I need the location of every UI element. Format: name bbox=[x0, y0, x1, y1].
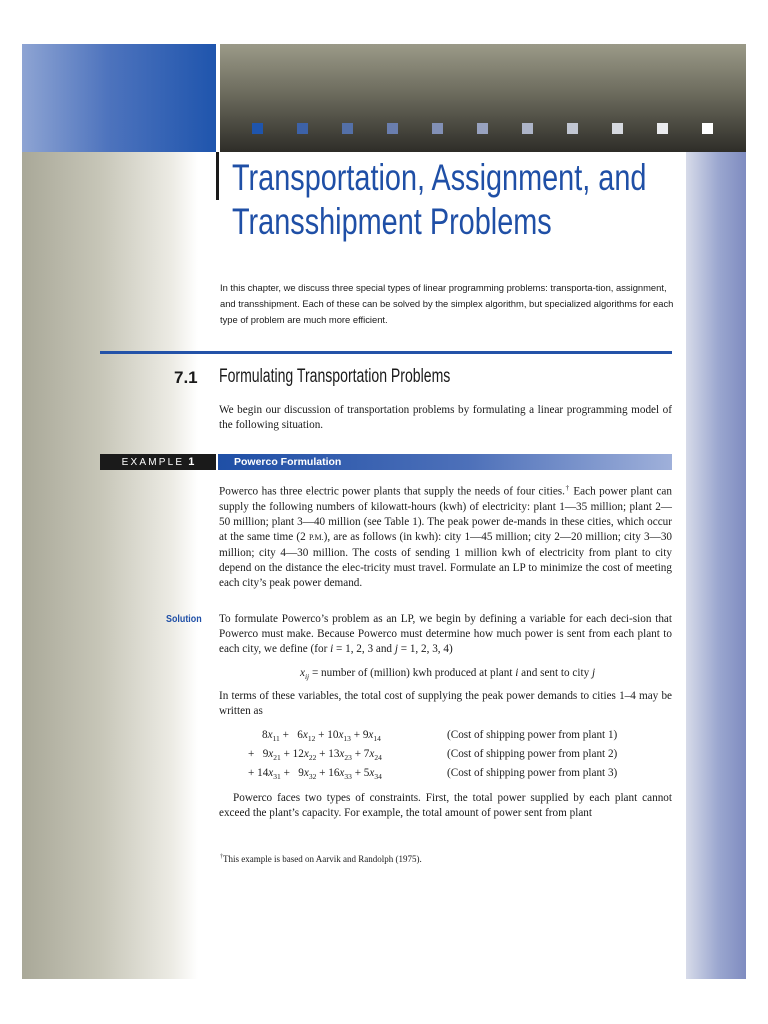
example-label bbox=[100, 454, 216, 470]
var-j: j bbox=[394, 643, 398, 656]
var-sub-ij: ij bbox=[304, 672, 310, 682]
header-square bbox=[297, 123, 308, 134]
footnote bbox=[220, 854, 422, 864]
solution-text-c: = 1, 2, 3, 4) bbox=[397, 643, 453, 656]
title-accent-bar bbox=[216, 152, 219, 200]
header-square bbox=[432, 123, 443, 134]
header-square bbox=[567, 123, 578, 134]
header-square bbox=[252, 123, 263, 134]
variable-definition bbox=[300, 667, 595, 681]
section-rule bbox=[100, 351, 672, 354]
header-blue-block bbox=[22, 44, 216, 152]
header-square bbox=[702, 123, 713, 134]
eq1-rhs: (Cost of shipping power from plant 1) bbox=[447, 729, 618, 741]
example-problem-text bbox=[219, 481, 672, 591]
constraints-paragraph: Powerco faces two types of constraints. First, the total power supplied by each plant cannot exceed the plant’s capacity. For example, the total amount of power sent from plant bbox=[219, 792, 672, 820]
definition-mid: and sent to city bbox=[518, 667, 592, 679]
left-margin-band bbox=[22, 152, 198, 979]
header-square bbox=[477, 123, 488, 134]
cost-intro-paragraph: In terms of these variables, the total cost of supplying the peak power demands to cities 1–4 may be written as bbox=[219, 690, 672, 718]
example-number: 1 bbox=[188, 456, 195, 468]
equation-row-2 bbox=[248, 748, 618, 763]
header-square bbox=[657, 123, 668, 134]
example-title-bar bbox=[218, 454, 672, 470]
definition-text: = number of (million) kwh produced at plant bbox=[309, 667, 516, 679]
var-x: x bbox=[300, 667, 305, 679]
chapter-intro: In this chapter, we discuss three special types of linear programming problems: transporta-tion, assignment, and transshipment. Each of these can be solved by the simplex algorithm, but specialized algorithms for each type of problem are much more efficient. bbox=[220, 282, 674, 325]
solution-text-b: = 1, 2, 3 and bbox=[333, 643, 395, 656]
equation-row-3 bbox=[248, 767, 618, 782]
eq2-lhs: + $9x_{21} + 12x_{22} + 13x_{23} + 7x_{24}$ bbox=[248, 748, 382, 763]
footnote-marker: † bbox=[564, 484, 570, 492]
var-i-def: i bbox=[515, 667, 519, 679]
eq2-rhs: (Cost of shipping power from plant 2) bbox=[447, 748, 618, 760]
example-word: EXAMPLE bbox=[121, 457, 185, 468]
eq1-lhs: $8x_{11} + 6x_{12} + 10x_{13} + 9x_{14}$ bbox=[262, 729, 381, 744]
section-title: Formulating Transportation Problems bbox=[219, 366, 451, 387]
header-dark-block bbox=[220, 44, 746, 152]
chapter-title bbox=[232, 156, 647, 244]
problem-text-start: Powerco has three electric power plants that supply the needs of four cities. bbox=[219, 485, 565, 498]
problem-text-pm: P.M. bbox=[308, 533, 324, 543]
example-title: Powerco Formulation bbox=[234, 456, 342, 468]
book-page bbox=[22, 44, 746, 979]
chapter-title-line-1: Transportation, Assignment, and bbox=[232, 157, 647, 198]
chapter-title-line-2: Transshipment Problems bbox=[232, 201, 552, 242]
footnote-mark: † bbox=[220, 854, 223, 860]
header-square bbox=[522, 123, 533, 134]
problem-text-b: ), are as follows (in kwh): city 1—45 million; city 2—20 million; city 3—30 million; city 4—30 million. The costs of sending 1 million kwh of electricity from plant to city depend on the distance the elec-tricity must travel. Formulate an LP to minimize the cost of meeting each city’s peak power demand. bbox=[219, 531, 673, 589]
right-margin-band bbox=[686, 152, 746, 979]
solution-paragraph bbox=[219, 612, 672, 658]
solution-label: Solution bbox=[166, 613, 202, 625]
header-square bbox=[387, 123, 398, 134]
var-i: i bbox=[330, 643, 334, 656]
equation-row-1 bbox=[262, 729, 618, 744]
header-square bbox=[612, 123, 623, 134]
section-intro: We begin our discussion of transportation problems by formulating a linear programming model of the following situation. bbox=[219, 404, 672, 432]
eq3-lhs: + $14x_{31} + 9x_{32} + 16x_{33} + 5x_{34}$ bbox=[248, 767, 382, 782]
section-number: 7.1 bbox=[174, 368, 198, 387]
header-square bbox=[342, 123, 353, 134]
problem-text-a: Each power plant can supply the following numbers of kilowatt-hours (kwh) of electricity: plant 1—35 million; plant 2—50 million; plant 3—40 million (see Table 1). The peak power de-mands in these cities, which occur at the same time (2 bbox=[219, 485, 672, 544]
solution-text-a: To formulate Powerco’s problem as an LP, we begin by defining a variable for each deci-sion that Powerco must make. Because Powerco must determine how much power is sent from each plant to each city, we define (for bbox=[219, 613, 672, 656]
var-j-def: j bbox=[591, 667, 596, 679]
footnote-text: This example is based on Aarvik and Randolph (1975). bbox=[223, 854, 422, 864]
eq3-rhs: (Cost of shipping power from plant 3) bbox=[447, 767, 618, 779]
